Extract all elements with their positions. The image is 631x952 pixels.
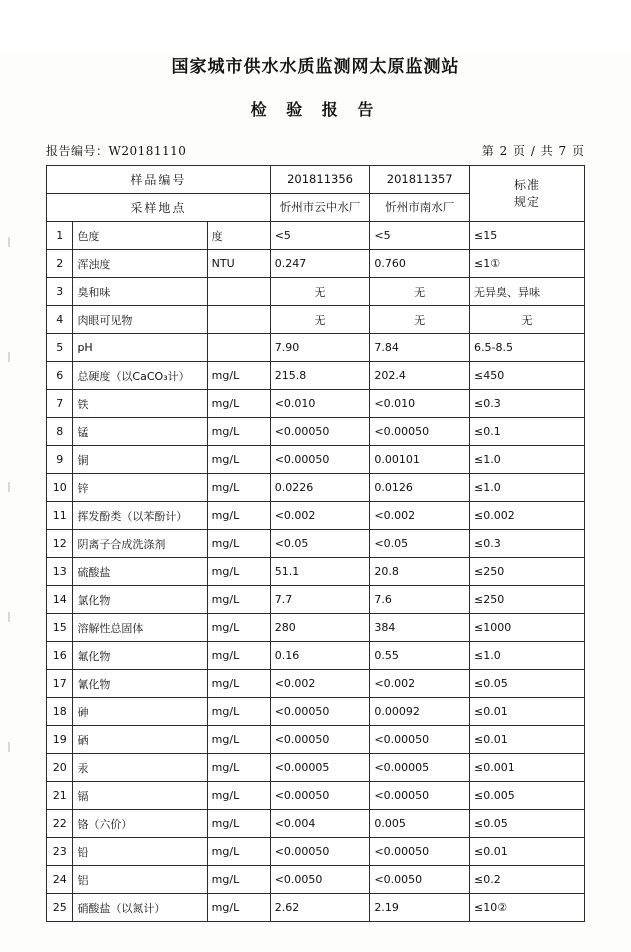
- table-row: [47, 782, 585, 810]
- row-parameter: 锌: [73, 474, 207, 502]
- table-row: [47, 642, 585, 670]
- row-unit: mg/L: [207, 446, 270, 474]
- edge-mark: [8, 352, 10, 362]
- row-unit: mg/L: [207, 502, 270, 530]
- row-unit: mg/L: [207, 838, 270, 866]
- row-index: 1: [47, 222, 73, 250]
- row-unit: mg/L: [207, 474, 270, 502]
- table-row: [47, 838, 585, 866]
- row-value-1: 0.0226: [270, 474, 370, 502]
- row-value-2: <0.00050: [370, 726, 470, 754]
- row-unit: mg/L: [207, 698, 270, 726]
- row-index: 22: [47, 810, 73, 838]
- report-page: [0, 52, 631, 952]
- row-index: 23: [47, 838, 73, 866]
- row-value-2: <0.00005: [370, 754, 470, 782]
- table-row: [47, 894, 585, 922]
- row-unit: mg/L: [207, 670, 270, 698]
- row-index: 11: [47, 502, 73, 530]
- row-parameter: 铅: [73, 838, 207, 866]
- row-value-2: <0.002: [370, 502, 470, 530]
- table-row: [47, 250, 585, 278]
- row-value-2: 0.00092: [370, 698, 470, 726]
- row-index: 2: [47, 250, 73, 278]
- table-row: [47, 306, 585, 334]
- row-value-1: <0.00050: [270, 782, 370, 810]
- row-index: 24: [47, 866, 73, 894]
- standard-label-line2: 规定: [514, 194, 541, 209]
- row-standard: 无: [470, 306, 585, 334]
- row-standard: ≤0.1: [470, 418, 585, 446]
- table-row: [47, 754, 585, 782]
- row-unit: mg/L: [207, 726, 270, 754]
- table-row: [47, 334, 585, 362]
- row-value-1: <0.00050: [270, 726, 370, 754]
- row-parameter: 肉眼可见物: [73, 306, 207, 334]
- row-value-1: 无: [270, 306, 370, 334]
- row-standard: ≤0.3: [470, 390, 585, 418]
- row-value-1: <0.004: [270, 810, 370, 838]
- row-value-1: 2.62: [270, 894, 370, 922]
- row-value-2: 0.0126: [370, 474, 470, 502]
- row-unit: mg/L: [207, 810, 270, 838]
- row-parameter: 铜: [73, 446, 207, 474]
- row-unit: mg/L: [207, 362, 270, 390]
- table-row: [47, 530, 585, 558]
- row-value-2: 384: [370, 614, 470, 642]
- row-unit: mg/L: [207, 894, 270, 922]
- row-value-2: 无: [370, 306, 470, 334]
- row-value-1: <0.010: [270, 390, 370, 418]
- row-parameter: 氟化物: [73, 642, 207, 670]
- row-value-2: <0.00050: [370, 838, 470, 866]
- row-value-2: 202.4: [370, 362, 470, 390]
- row-unit: [207, 278, 270, 306]
- row-index: 4: [47, 306, 73, 334]
- row-value-2: <0.002: [370, 670, 470, 698]
- row-index: 13: [47, 558, 73, 586]
- row-standard: ≤0.2: [470, 866, 585, 894]
- table-row: [47, 670, 585, 698]
- row-value-1: <0.00050: [270, 446, 370, 474]
- row-parameter: 阴离子合成洗涤剂: [73, 530, 207, 558]
- row-standard: ≤0.005: [470, 782, 585, 810]
- row-unit: mg/L: [207, 642, 270, 670]
- row-value-1: 0.16: [270, 642, 370, 670]
- row-standard: ≤0.05: [470, 670, 585, 698]
- row-unit: mg/L: [207, 586, 270, 614]
- table-row: [47, 390, 585, 418]
- row-parameter: 总硬度（以CaCO₃计）: [73, 362, 207, 390]
- row-standard: ≤1000: [470, 614, 585, 642]
- row-unit: mg/L: [207, 558, 270, 586]
- row-index: 25: [47, 894, 73, 922]
- row-index: 5: [47, 334, 73, 362]
- row-value-1: 215.8: [270, 362, 370, 390]
- row-index: 8: [47, 418, 73, 446]
- row-value-1: 无: [270, 278, 370, 306]
- row-standard: ≤0.002: [470, 502, 585, 530]
- row-index: 19: [47, 726, 73, 754]
- row-parameter: pH: [73, 334, 207, 362]
- row-index: 3: [47, 278, 73, 306]
- row-parameter: 砷: [73, 698, 207, 726]
- row-parameter: 浑浊度: [73, 250, 207, 278]
- page-number: 第 2 页 / 共 7 页: [481, 144, 585, 158]
- row-standard: ≤0.3: [470, 530, 585, 558]
- row-standard: ≤0.01: [470, 726, 585, 754]
- row-standard: ≤250: [470, 586, 585, 614]
- table-row: [47, 362, 585, 390]
- row-value-1: 0.247: [270, 250, 370, 278]
- table-row: [47, 586, 585, 614]
- row-value-2: 7.84: [370, 334, 470, 362]
- row-value-1: <5: [270, 222, 370, 250]
- page-subtitle: 检 验 报 告: [250, 100, 381, 119]
- row-index: 10: [47, 474, 73, 502]
- sampling-site-label: 采样地点: [47, 194, 271, 222]
- row-standard: ≤0.001: [470, 754, 585, 782]
- sampling-site-2: 忻州市南水厂: [370, 194, 470, 222]
- row-value-2: <0.00050: [370, 782, 470, 810]
- row-value-1: <0.05: [270, 530, 370, 558]
- edge-mark: [8, 742, 10, 752]
- row-value-2: 0.005: [370, 810, 470, 838]
- row-value-2: 0.00101: [370, 446, 470, 474]
- row-index: 9: [47, 446, 73, 474]
- table-row: [47, 726, 585, 754]
- row-index: 7: [47, 390, 73, 418]
- row-standard: ≤1.0: [470, 446, 585, 474]
- row-standard: ≤250: [470, 558, 585, 586]
- table-row: [47, 278, 585, 306]
- edge-mark: [8, 237, 10, 247]
- row-unit: mg/L: [207, 754, 270, 782]
- row-parameter: 铁: [73, 390, 207, 418]
- row-index: 20: [47, 754, 73, 782]
- row-parameter: 镉: [73, 782, 207, 810]
- row-index: 15: [47, 614, 73, 642]
- table-row: [47, 810, 585, 838]
- row-parameter: 汞: [73, 754, 207, 782]
- row-value-1: 51.1: [270, 558, 370, 586]
- row-value-1: <0.00050: [270, 838, 370, 866]
- table-row: [47, 446, 585, 474]
- row-unit: mg/L: [207, 418, 270, 446]
- sample-no-1: 201811356: [270, 166, 370, 194]
- row-standard: ≤0.05: [470, 810, 585, 838]
- row-standard: ≤0.01: [470, 838, 585, 866]
- row-standard: ≤0.01: [470, 698, 585, 726]
- row-value-2: 2.19: [370, 894, 470, 922]
- row-value-2: <5: [370, 222, 470, 250]
- water-quality-table: [46, 165, 585, 922]
- row-standard: 无异臭、异味: [470, 278, 585, 306]
- page-title: 国家城市供水水质监测网太原监测站: [171, 57, 460, 77]
- row-value-1: 280: [270, 614, 370, 642]
- row-value-2: <0.05: [370, 530, 470, 558]
- row-index: 18: [47, 698, 73, 726]
- row-standard: ≤15: [470, 222, 585, 250]
- row-parameter: 色度: [73, 222, 207, 250]
- row-parameter: 臭和味: [73, 278, 207, 306]
- row-unit: 度: [207, 222, 270, 250]
- row-standard: ≤10②: [470, 894, 585, 922]
- table-row: [47, 502, 585, 530]
- row-value-1: 7.90: [270, 334, 370, 362]
- row-value-2: <0.010: [370, 390, 470, 418]
- table-row: [47, 866, 585, 894]
- row-standard: ≤450: [470, 362, 585, 390]
- table-row: [47, 222, 585, 250]
- sample-no-2: 201811357: [370, 166, 470, 194]
- row-standard: ≤1.0: [470, 474, 585, 502]
- row-index: 6: [47, 362, 73, 390]
- row-index: 21: [47, 782, 73, 810]
- row-unit: mg/L: [207, 530, 270, 558]
- row-parameter: 硫酸盐: [73, 558, 207, 586]
- row-parameter: 溶解性总固体: [73, 614, 207, 642]
- row-index: 17: [47, 670, 73, 698]
- row-unit: [207, 334, 270, 362]
- row-parameter: 氰化物: [73, 670, 207, 698]
- row-index: 12: [47, 530, 73, 558]
- row-standard: 6.5-8.5: [470, 334, 585, 362]
- row-parameter: 铝: [73, 866, 207, 894]
- row-value-2: 0.55: [370, 642, 470, 670]
- row-parameter: 硒: [73, 726, 207, 754]
- standard-label-line1: 标准: [514, 178, 541, 193]
- table-header-row-sample-no: [47, 166, 585, 194]
- row-value-2: 20.8: [370, 558, 470, 586]
- row-unit: mg/L: [207, 866, 270, 894]
- row-value-1: <0.00005: [270, 754, 370, 782]
- row-unit: mg/L: [207, 782, 270, 810]
- row-parameter: 挥发酚类（以苯酚计）: [73, 502, 207, 530]
- table-row: [47, 698, 585, 726]
- row-unit: NTU: [207, 250, 270, 278]
- row-standard: ≤1.0: [470, 642, 585, 670]
- standard-column-header: [470, 166, 585, 222]
- row-value-2: 无: [370, 278, 470, 306]
- row-value-1: <0.002: [270, 502, 370, 530]
- row-parameter: 氯化物: [73, 586, 207, 614]
- row-unit: mg/L: [207, 390, 270, 418]
- report-meta: [46, 142, 585, 159]
- row-parameter: 锰: [73, 418, 207, 446]
- edge-mark: [8, 482, 10, 492]
- row-value-2: 7.6: [370, 586, 470, 614]
- report-number: 报告编号：W20181110: [46, 144, 187, 158]
- row-value-2: <0.0050: [370, 866, 470, 894]
- table-row: [47, 614, 585, 642]
- row-unit: mg/L: [207, 614, 270, 642]
- row-value-1: <0.0050: [270, 866, 370, 894]
- table-row: [47, 418, 585, 446]
- row-value-1: <0.00050: [270, 698, 370, 726]
- table-row: [47, 474, 585, 502]
- sampling-site-1: 忻州市云中水厂: [270, 194, 370, 222]
- row-unit: [207, 306, 270, 334]
- row-value-2: 0.760: [370, 250, 470, 278]
- row-index: 14: [47, 586, 73, 614]
- sample-no-label: 样品编号: [47, 166, 271, 194]
- row-standard: ≤1①: [470, 250, 585, 278]
- row-parameter: 硝酸盐（以氮计）: [73, 894, 207, 922]
- row-parameter: 铬（六价）: [73, 810, 207, 838]
- row-value-1: <0.00050: [270, 418, 370, 446]
- edge-mark: [8, 612, 10, 622]
- row-value-1: 7.7: [270, 586, 370, 614]
- row-value-2: <0.00050: [370, 418, 470, 446]
- row-index: 16: [47, 642, 73, 670]
- row-value-1: <0.002: [270, 670, 370, 698]
- table-row: [47, 558, 585, 586]
